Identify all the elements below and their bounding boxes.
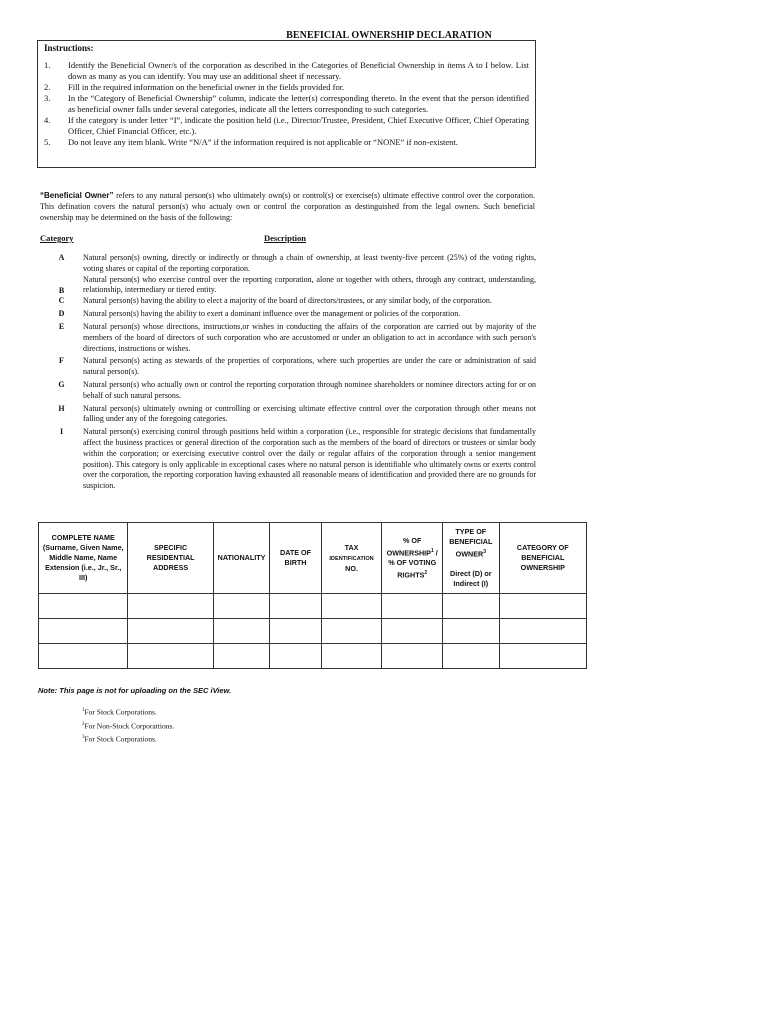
instructions-box — [37, 40, 536, 168]
col-category-ownership: CATEGORY OF BENEFICIAL OWNERSHIP — [499, 523, 586, 594]
table-row — [39, 644, 587, 669]
footnote-text: For Stock Corporations. — [84, 707, 157, 717]
instruction-item — [44, 82, 529, 93]
category-cell[interactable] — [499, 619, 586, 644]
footnotes — [82, 705, 174, 746]
ownership-slash: / — [433, 548, 438, 557]
category-cell[interactable] — [499, 594, 586, 619]
category-description: Natural person(s) who exercise control over the reporting corporation, alone or together with others, through any contract, understanding, relationship, intermediary or tiered entity. — [83, 274, 536, 295]
footnote-number: 1 — [82, 708, 85, 713]
type-cell[interactable] — [443, 644, 500, 669]
type-cell[interactable] — [443, 594, 500, 619]
instruction-number: 3. — [44, 93, 51, 103]
instruction-text: Identify the Beneficial Owner/s of the corporation as described in the Categories of Beneficial Ownership in items A to I below. List down as many as you can identify. You may use an additional sheet if necessary. — [68, 60, 529, 81]
upload-note: Note: This page is not for uploading on the SEC iView. — [38, 686, 232, 695]
direct-indirect-label: Direct (D) or Indirect (I) — [450, 569, 492, 589]
footnote-number: 3 — [82, 735, 85, 740]
instruction-item — [44, 137, 529, 148]
tax-id-line3: NO. — [345, 563, 358, 573]
category-description: Natural person(s) whose directions, instructions,or wishes in conducting the affairs of the corporation are carried out by majority of the members of the board of directors of such corporation who are accustomed or under an obligation to act in accordance with such person's directions, instructions or wishes. — [83, 321, 536, 353]
name-cell[interactable] — [39, 594, 128, 619]
footnote — [82, 719, 174, 733]
description-header: Description — [264, 233, 307, 243]
category-row — [40, 253, 536, 275]
table-row — [39, 619, 587, 644]
category-description: Natural person(s) acting as stewards of the properties of corporations, where such properties are under the care or administration of said natural person(s). — [83, 356, 536, 377]
instruction-number: 1. — [44, 60, 51, 70]
footnote-text: For Stock Corporations. — [84, 734, 157, 744]
category-description: Natural person(s) exercising control through positions held within a corporation (i.e., responsible for strategic decisions that fundamentally affect the business practices or general direction of the corporation such as the members of the board of directors or trustees or simlar body within the corporation; or exercising executive control over the daily or regular affairs of the corporation through a senior mangement position). This category is only applicable in exceptional cases where no natural person is identifiable who ultimately owns or exerts control over the corporation, the reporting corporation having exhausted all reasonable means of identification and provided there are no grounds for suspicion. — [83, 427, 536, 491]
category-letter: F — [59, 356, 64, 366]
type-cell[interactable] — [443, 619, 500, 644]
instructions-heading: Instructions: — [44, 43, 94, 53]
address-cell[interactable] — [128, 644, 213, 669]
category-description: Natural person(s) ultimately owning or controlling or exercising ultimate effective control over the corporation through other means not falling under any of the foregoing categories. — [83, 403, 536, 424]
footnote-ref-3: 3 — [483, 548, 486, 555]
address-cell[interactable] — [128, 594, 213, 619]
dob-cell[interactable] — [270, 644, 321, 669]
instruction-text: Fill in the required information on the beneficial owner in the fields provided for. — [68, 82, 345, 92]
tin-cell[interactable] — [321, 644, 382, 669]
ownership-line1: % OF — [403, 535, 422, 545]
dob-cell[interactable] — [270, 619, 321, 644]
category-row — [40, 275, 536, 297]
beneficial-owner-table — [38, 522, 587, 669]
nationality-cell[interactable] — [213, 619, 270, 644]
category-row — [40, 380, 536, 402]
beneficial-owner-definition — [40, 190, 535, 223]
category-list — [40, 253, 536, 492]
col-complete-name: COMPLETE NAME (Surname, Given Name, Middle Name, Name Extension (i.e., Jr., Sr., III) — [39, 523, 128, 594]
footnote-text: For Non-Stock Corporattions. — [84, 721, 175, 730]
nationality-cell[interactable] — [213, 594, 270, 619]
dob-cell[interactable] — [270, 594, 321, 619]
category-header: Category — [40, 233, 74, 243]
category-letter: E — [58, 321, 65, 331]
address-cell[interactable] — [128, 619, 213, 644]
table-header-row — [39, 523, 587, 594]
category-letter: I — [59, 427, 64, 437]
name-cell[interactable] — [39, 619, 128, 644]
category-cell[interactable] — [499, 644, 586, 669]
ownership-cell[interactable] — [382, 594, 443, 619]
footnote-ref-1: 1 — [430, 547, 434, 554]
category-row — [40, 322, 536, 354]
page-title: BENEFICIAL OWNERSHIP DECLARATION — [286, 30, 492, 41]
instruction-text: Do not leave any item blank. Write “N/A” if the information required is not applicable or “NONE” if non-existent. — [68, 137, 458, 147]
nationality-cell[interactable] — [213, 644, 270, 669]
ownership-cell[interactable] — [382, 619, 443, 644]
instruction-number: 4. — [44, 115, 51, 125]
category-description: Natural person(s) who actually own or control the reporting corporation through nominee shareholders or nominee directors acting for or on behalf of such natural persons. — [83, 379, 536, 400]
col-tax-id — [321, 523, 382, 594]
category-letter: D — [58, 309, 65, 319]
category-letter: C — [58, 296, 65, 306]
category-description: Natural person(s) having the ability to exert a dominant influence over the management or policies of the corporation. — [83, 309, 461, 319]
category-letter: B — [58, 285, 65, 295]
category-row — [40, 356, 536, 378]
name-cell[interactable] — [39, 644, 128, 669]
category-description: Natural person(s) having the ability to elect a majority of the board of directors/trustees, or any similar body, of the corporation. — [83, 296, 492, 306]
instruction-item — [44, 115, 529, 137]
instruction-item — [44, 60, 529, 82]
footnote — [82, 732, 174, 746]
ownership-cell[interactable] — [382, 644, 443, 669]
category-letter: G — [58, 379, 65, 389]
instruction-number: 2. — [44, 82, 51, 92]
footnote-ref-2: 2 — [424, 570, 428, 576]
instruction-text: In the “Category of Beneficial Ownership” column, indicate the letter(s) corresponding thereto. In the event that the person identified as beneficial owner falls under several categories, indicate all the letters corresponding to such categories. — [68, 93, 529, 114]
tin-cell[interactable] — [321, 594, 382, 619]
definition-term: “Beneficial Owner” — [40, 191, 114, 200]
voting-rights-label: % OF VOTING RIGHTS — [388, 558, 437, 580]
footnote — [82, 705, 174, 719]
category-row — [40, 296, 536, 307]
category-row — [40, 404, 536, 426]
tax-id-line1: TAX — [344, 542, 359, 552]
category-letter: A — [58, 253, 65, 262]
col-residential-address: SPECIFIC RESIDENTIAL ADDRESS — [128, 523, 213, 594]
col-type-of-owner — [443, 523, 500, 594]
definition-text: refers to any natural person(s) who ultimately own(s) or control(s) or exercise(s) ultimate effective control over the corporation. This defination covers the natural person(s) who actualy own or control the corporation as destinguished from the legal owners. Such beneficial ownership may be determined on the basis of the following: — [40, 191, 535, 222]
category-row — [40, 309, 536, 320]
table-row — [39, 594, 587, 619]
tin-cell[interactable] — [321, 619, 382, 644]
category-letter: H — [58, 403, 65, 413]
tax-id-line2: IDENTIFICATION — [329, 555, 374, 562]
col-nationality: NATIONALITY — [213, 523, 270, 594]
instruction-number: 5. — [44, 137, 51, 147]
col-date-of-birth: DATE OF BIRTH — [270, 523, 321, 594]
instruction-item — [44, 93, 529, 115]
footnote-number: 2 — [82, 721, 85, 727]
type-owner-label: TYPE OF BENEFICIAL OWNER — [449, 526, 493, 559]
ownership-line2: OWNERSHIP — [386, 548, 431, 557]
category-description: Natural person(s) owning, directly or indirectly or through a chain of ownership, at least twenty-five percent (25%) of the voting rights, voting shares or capital of the reporting corporation. — [83, 253, 536, 273]
col-ownership — [382, 523, 443, 594]
category-row — [40, 427, 536, 492]
instruction-text: If the category is under letter “I”, indicate the position held (i.e., Director/Trustee, President, Chief Executive Officer, Chief Operating Officer, Chief Financial Officer, etc.). — [68, 115, 529, 136]
